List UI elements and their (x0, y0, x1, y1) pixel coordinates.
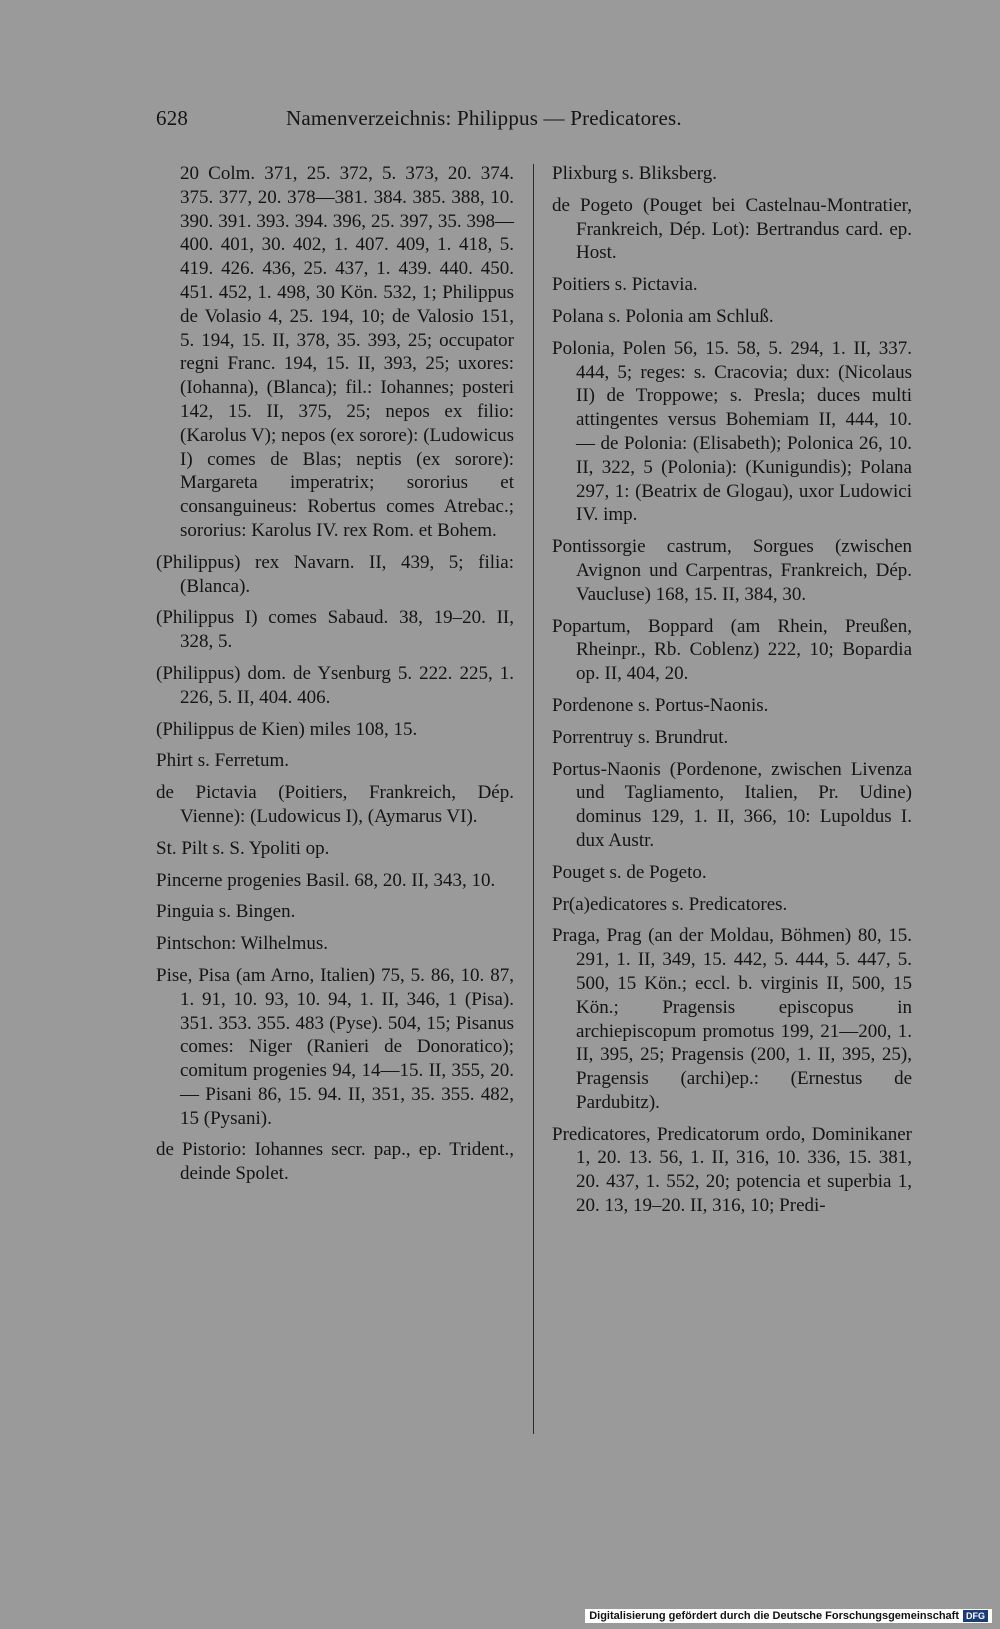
column-divider (533, 164, 534, 1434)
credit-text: Digitalisierung gefördert durch die Deutsche Forschungsgemeinschaft (589, 1610, 959, 1622)
index-entry: Praga, Prag (an der Moldau, Böhmen) 80, 15. 291, 1. II, 349, 15. 442, 5. 444, 5. 447, 5. 500, 15 Kön.; eccl. b. virginis II, 500, 15 Kön.; Pragensis episcopus in archiepiscopum promotus 199, 21—200, 1. II, 395, 25; Pragensis (200, 1. II, 395, 25), Pragensis (archi)ep.: (Ernestus de Pardubitz). (552, 925, 912, 1113)
index-entry: St. Pilt s. S. Ypoliti op. (156, 837, 330, 859)
index-entry: Pincerne progenies Basil. 68, 20. II, 343, 10. (156, 869, 496, 891)
page-number: 628 (156, 106, 189, 130)
index-entry: de Pictavia (Poitiers, Frankreich, Dép. Vienne): (Ludowicus I), (Aymarus VI). (156, 782, 514, 827)
digitization-credit (585, 1609, 992, 1623)
index-entry: Pintschon: Wilhelmus. (156, 933, 329, 955)
index-entry: Pr(a)edicatores s. Predicatores. (552, 893, 788, 915)
index-entry: de Pogeto (Pouget bei Castelnau-Montratier, Frankreich, Dép. Lot): Bertrandus card. ep. Host. (552, 194, 912, 264)
index-entry: (Philippus) dom. de Ysenburg 5. 222. 225, 1. 226, 5. II, 404. 406. (156, 662, 514, 708)
index-entry: Pouget s. de Pogeto. (552, 861, 707, 883)
index-entry: Polonia, Polen 56, 15. 58, 5. 294, 1. II, 337. 444, 5; reges: s. Cracovia; dux: (Nicolaus II) de Troppowe; s. Presla; duces multi attingentes versus Bohemiam II, 444, 10. — de Polonia: (Elisabeth); Polonica 26, 10. II, 322, 5 (Polonia): (Kunigundis); Polana 297, 1: (Beatrix de Glogau), uxor Ludowici IV. imp. (552, 337, 912, 526)
right-column (552, 162, 912, 1226)
dfg-logo: DFG (963, 1610, 988, 1622)
index-entry: Plixburg s. Bliksberg. (552, 163, 718, 184)
left-column (156, 162, 514, 1194)
index-entry: Pordenone s. Portus-Naonis. (552, 694, 769, 716)
index-entry: Predicatores, Predicatorum ordo, Dominikaner 1, 20. 13. 56, 1. II, 316, 10. 336, 15. 381, 20. 437, 1. 552, 20; potencia et superbia 1, 20. 13, 19–20. II, 316, 10; Predi- (552, 1123, 912, 1217)
index-entry: Portus-Naonis (Pordenone, zwischen Livenza und Tagliamento, Italien, Pr. Udine) dominus 129, 1. II, 366, 10: Lupoldus I. dux Austr. (552, 758, 912, 851)
index-entry: Phirt s. Ferretum. (156, 750, 289, 772)
index-entry: Pontissorgie castrum, Sorgues (zwischen Avignon und Carpentras, Frankreich, Dép. Vaucluse) 168, 15. II, 384, 30. (552, 536, 912, 605)
index-entry: 20 Colm. 371, 25. 372, 5. 373, 20. 374. 375. 377, 20. 378—381. 384. 385. 388, 10. 390. 391. 393. 394. 396, 25. 397, 35. 398—400. 401, 30. 402, 1. 407. 409, 1. 418, 5. 419. 426. 436, 25. 437, 1. 439. 440. 450. 451. 452, 1. 498, 30 Kön. 532, 1; Philippus de Volasio 4, 25. 194, 10; de Valosio 151, 5. 194, 15. II, 378, 35. 393, 25; occupator regni Franc. 194, 15. II, 393, 25; uxores: (Iohanna), (Blanca); fil.: Iohannes; posteri 142, 15. II, 375, 25; nepos ex filio: (Karolus V); nepos (ex sorore): (Ludowicus I) comes de Blas; neptis (ex sorore): Margareta imperatrix; sororius et consanguineus: Robertus comes Atrebac.; sororius: Karolus IV. rex Rom. et Bohem. (180, 163, 514, 541)
index-entry: Polana s. Polonia am Schluß. (552, 305, 774, 327)
index-entry: Poitiers s. Pictavia. (552, 274, 698, 296)
index-entry: Pinguia s. Bingen. (156, 901, 296, 923)
index-entry: (Philippus) rex Navarn. II, 439, 5; filia: (Blanca). (156, 551, 514, 597)
index-entry: (Philippus de Kien) miles 108, 15. (156, 718, 418, 740)
index-entry: de Pistorio: Iohannes secr. pap., ep. Trident., deinde Spolet. (156, 1139, 514, 1185)
running-title: Namenverzeichnis: Philippus — Predicatores. (286, 106, 682, 130)
index-entry: (Philippus I) comes Sabaud. 38, 19–20. II, 328, 5. (156, 607, 514, 653)
index-entry: Pise, Pisa (am Arno, Italien) 75, 5. 86, 10. 87, 1. 91, 10. 93, 10. 94, 1. II, 346, 1 (Pisa). 351. 353. 355. 483 (Pyse). 504, 15; Pisanus comes: Niger (Ranieri de Donoratico); comitum progenies 94, 14—15. II, 355, 20. — Pisani 86, 15. 94. II, 351, 35. 355. 482, 15 (Pysani). (156, 964, 514, 1129)
index-entry: Porrentruy s. Brundrut. (552, 726, 729, 748)
index-entry: Popartum, Boppard (am Rhein, Preußen, Rheinpr., Rb. Coblenz) 222, 10; Bopardia op. II, 404, 20. (552, 615, 912, 685)
